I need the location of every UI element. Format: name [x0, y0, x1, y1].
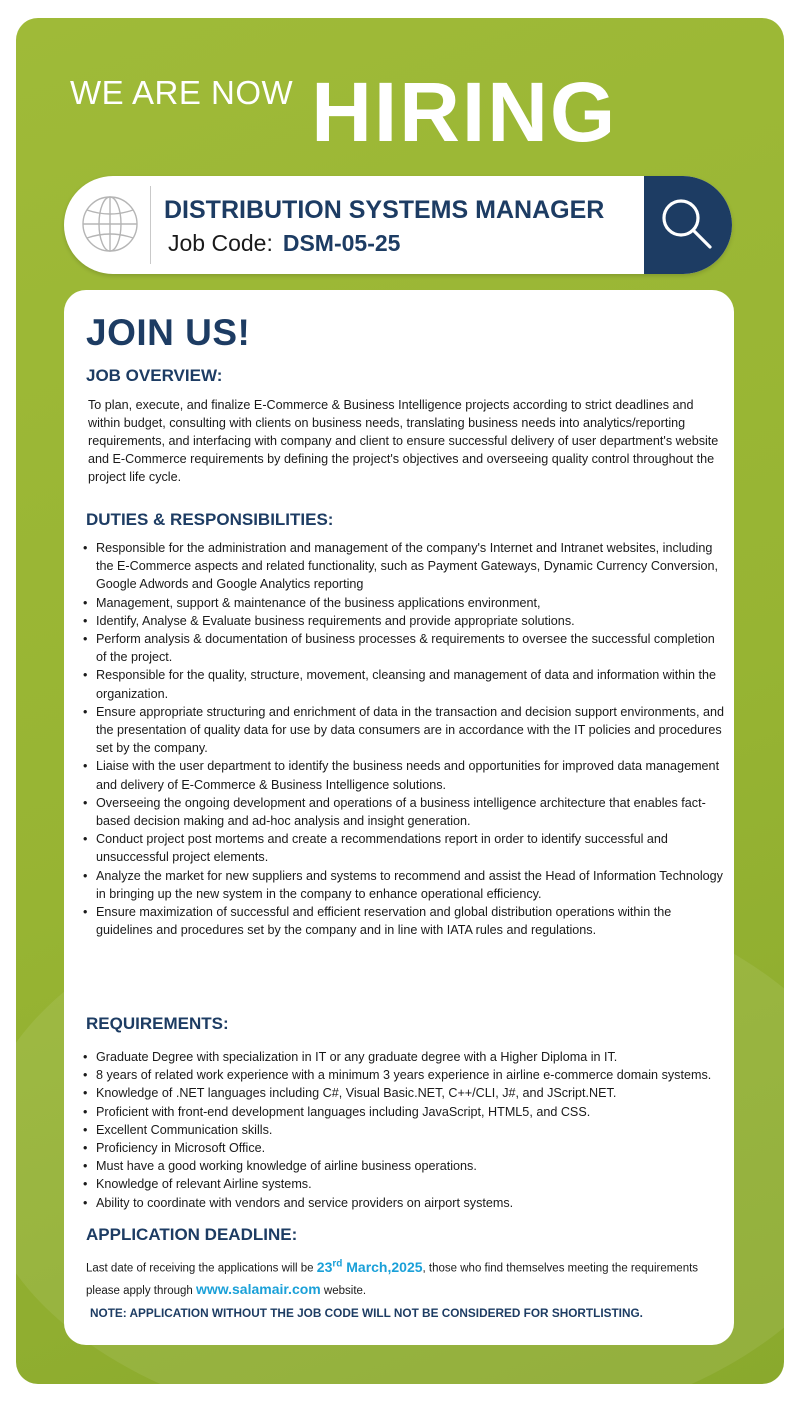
deadline-text-before: Last date of receiving the applications will be — [86, 1262, 317, 1275]
list-item: • Ensure appropriate structuring and enrichment of data in the transaction and decision support environments, and the presentation of quality data for use by data consumers are in accordance with the IT policies and procedures set by the company. — [76, 703, 724, 758]
list-item: • Excellent Communication skills. — [76, 1121, 724, 1139]
deadline-text-after: website. — [320, 1284, 367, 1297]
duties-heading: DUTIES & RESPONSIBILITIES: — [86, 510, 334, 529]
list-item: • Knowledge of relevant Airline systems. — [76, 1175, 724, 1193]
globe-icon — [80, 194, 140, 254]
list-item: • Ability to coordinate with vendors and service providers on airport systems. — [76, 1194, 724, 1212]
job-title-bar — [64, 176, 732, 274]
list-item: • Liaise with the user department to identify the business needs and opportunities for improved data management and delivery of E-Commerce & Business Intelligence solutions. — [76, 757, 724, 793]
deadline-text-middle: , those who find themselves meeting the requirements please apply through — [86, 1262, 699, 1297]
search-icon — [656, 193, 718, 255]
title-divider — [150, 186, 151, 264]
note-text: NOTE: APPLICATION WITHOUT THE JOB CODE WILL NOT BE CONSIDERED FOR SHORTLISTING. — [90, 1306, 643, 1320]
list-item: • Graduate Degree with specialization in IT or any graduate degree with a Higher Diploma in IT. — [76, 1048, 724, 1066]
deadline-heading: APPLICATION DEADLINE: — [86, 1225, 298, 1244]
headline-title: HIRING — [311, 65, 618, 159]
list-item: • 8 years of related work experience with a minimum 3 years experience in airline e-commerce domain systems. — [76, 1066, 724, 1084]
headline-pre-title: WE ARE NOW — [70, 74, 294, 111]
list-item: • Knowledge of .NET languages including C#, Visual Basic.NET, C++/CLI, J#, and JScript.NET. — [76, 1084, 724, 1102]
overview-text: To plan, execute, and finalize E-Commerce & Business Intelligence projects according to strict deadlines and within budget, consulting with clients on business needs, translating business needs into analytics/reporting requirements, and interfacing with company and client to ensure successful delivery of user department's website and E-Commerce requirements by defining the project's objectives and overseeing quality control throughout the project life cycle. — [88, 398, 719, 484]
requirements-heading: REQUIREMENTS: — [86, 1014, 229, 1033]
deadline-month-year: March,2025 — [342, 1258, 423, 1275]
requirements-list — [76, 1048, 724, 1212]
list-item: • Must have a good working knowledge of airline business operations. — [76, 1157, 724, 1175]
job-title: DISTRIBUTION SYSTEMS MANAGER — [164, 196, 605, 224]
overview-heading: JOB OVERVIEW: — [86, 366, 223, 385]
deadline-date — [317, 1259, 423, 1275]
deadline-text — [86, 1254, 726, 1301]
hiring-poster — [16, 18, 784, 1384]
list-item: • Proficient with front-end development languages including JavaScript, HTML5, and CSS. — [76, 1103, 724, 1121]
list-item: • Perform analysis & documentation of business processes & requirements to oversee the successful completion of the project. — [76, 630, 724, 666]
duties-list — [76, 539, 724, 939]
job-code-line — [168, 230, 400, 257]
deadline-day: 23 — [316, 1258, 333, 1275]
list-item: • Responsible for the administration and management of the company's Internet and Intranet websites, including the E-Commerce aspects and related functionality, such as Payment Gateways, Dynamic Currency Conversion, Google Adwords and Google Analytics reporting — [76, 539, 724, 594]
list-item: • Analyze the market for new suppliers and systems to recommend and assist the Head of Information Technology in bringing up the new system in the company to enhance operational efficiency. — [76, 867, 724, 903]
website-link[interactable]: www.salamair.com — [195, 1280, 321, 1297]
content-card — [64, 290, 734, 1345]
job-code: DSM-05-25 — [282, 230, 401, 256]
join-heading: JOIN US! — [86, 312, 251, 353]
list-item: • Proficiency in Microsoft Office. — [76, 1139, 724, 1157]
list-item: • Conduct project post mortems and create a recommendations report in order to identify successful and unsuccessful project elements. — [76, 830, 724, 866]
list-item: • Management, support & maintenance of the business applications environment, — [76, 594, 724, 612]
list-item: • Overseeing the ongoing development and operations of a business intelligence architecture that enables fact-based decision making and ad-hoc analysis and insight generation. — [76, 794, 724, 830]
headline — [70, 54, 618, 159]
list-item: • Responsible for the quality, structure, movement, cleansing and management of data and information within the organization. — [76, 666, 724, 702]
list-item: • Ensure maximization of successful and efficient reservation and global distribution operations within the guidelines and procedures set by the company and in line with IATA rules and regulations. — [76, 903, 724, 939]
job-code-label: Job Code: — [168, 230, 273, 256]
deadline-day-suffix: rd — [332, 1258, 343, 1269]
search-button[interactable] — [644, 176, 732, 274]
list-item: • Identify, Analyse & Evaluate business requirements and provide appropriate solutions. — [76, 612, 724, 630]
